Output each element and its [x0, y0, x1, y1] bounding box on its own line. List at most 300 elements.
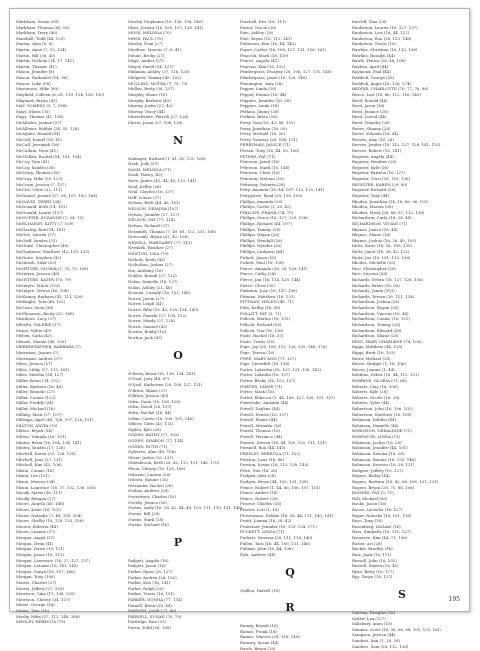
index-entry: Parris, Todd (28, 108) [128, 625, 171, 631]
index-entry: O'Neal, Katherine (28, 108, 127, 131) [128, 381, 203, 387]
index-entry: Pope, Meredith (16, 138) [240, 361, 290, 367]
index-entry: Pettaway, Roberta (28) [240, 181, 286, 187]
index-entry: McGuire, Stephen (42) [16, 254, 62, 260]
index-entry: McIntyre, Mitch (133) [16, 282, 60, 288]
index-entry: Moyer, David (34, 127) [128, 63, 174, 69]
index-entry: MOSS, PAUL (70) [128, 35, 163, 41]
index-entry: Miles, Libby (27, 115, 161) [16, 366, 70, 372]
index-entry: Norris, Leigh (41) [128, 301, 164, 307]
index-entry: Mears, Willie (43) [16, 327, 52, 333]
index-entry: Nelson, Beth (44, 46, 101) [128, 200, 181, 206]
index-entry: Ogletree, Alan (49, 106) [128, 449, 176, 455]
index-entry: Poole, Travis (16) [240, 338, 275, 344]
index-entry: Raymond, Paul (44) [352, 69, 391, 75]
index-entry: Person, Tony (16, 44, 50, 106) [240, 148, 300, 154]
index-entry: Ryz, Tanya (16, 127) [352, 574, 393, 580]
index-entry: MILTON, ANITA (70) [16, 422, 58, 428]
index-entry: Phillips, Amanda (28) [240, 198, 283, 204]
index-entry: Ramey, Brandi (16) [240, 623, 278, 629]
index-entry: Newcomb, Bryan (27, 42, 106) [128, 234, 189, 240]
index-entry: Rosenberg, Michael (16) [352, 523, 401, 529]
index-entry: Miles, Jessica (27) [16, 361, 53, 367]
index-entry: Porter, Rebecca (1, 44, 106, 127, 128, 131, 137) [240, 394, 335, 400]
index-entry: McDonald, Beth (14, 101) [16, 204, 68, 210]
index-entry: Miller, Michael (16) [16, 406, 55, 412]
index-entry: Mitchell, Jane (27, 111) [16, 456, 63, 462]
index-entry: Meadows, Lucy (27) [16, 316, 56, 322]
index-entry: Mixon, Lee (151) [16, 473, 50, 479]
index-entry: Norris, Mindy (27, 128) [128, 318, 175, 324]
index-entry: McGuire, Christopher (48) [16, 243, 69, 249]
index-entry: Robinson, Jennifer (44, 101) [352, 445, 408, 451]
index-entry: Moore, Shelby (16, 129, 133, 156) [16, 518, 84, 524]
index-entry: Roberts, Kyle (28) [352, 389, 388, 395]
section-letter-r: R [285, 601, 295, 615]
index-column-1 [16, 19, 116, 625]
index-entry: Powell, Elaine (44) [240, 417, 278, 423]
index-entry: Phillips, Wynder (28) [240, 243, 282, 249]
index-entry: Richardson, Vincent (16, 44) [352, 310, 409, 316]
index-entry: RICHARDSON, VIVIAN (71) [352, 220, 408, 226]
index-entry: Owens, Andy (16, 28, 42, 44, 49, 103, 111, 119, 131, 148) [128, 505, 243, 511]
index-entry: Moody, Marie (36, 111) [16, 490, 63, 496]
index-entry: Robertson, Matthew (16, 108) [352, 411, 412, 417]
index-entry: Payne, Carlee (16, 108, 127, 131, 156, 161) [240, 47, 326, 53]
index-entry: McDUFFIE, SUZANNE (7, 34, 70) [16, 215, 84, 221]
index-entry: Reeves, Robert (16, 141) [352, 148, 402, 154]
index-entry: Patterson, Kim (16, 44, 142) [240, 41, 296, 47]
index-entry: Pendergrass, Jason (16, 126, 148) [240, 75, 307, 81]
index-entry: Mount, Becky (27) [128, 52, 165, 58]
index-entry: Rivers, Bridget (1, 16, 106) [352, 361, 406, 367]
index-entry: Pastor, Tracie (28) [240, 24, 277, 30]
index-entry: Raulerson, Lauren (16, 127, 137) [352, 24, 418, 30]
index-entry: Morgan, Sonya (16, 157, 168) [16, 568, 76, 574]
index-entry: Peppers, Jennifer (16, 38) [240, 97, 291, 103]
index-entry: Rodgers, Jeffrey (16, 127) [352, 467, 403, 473]
index-entry: Mixon, Connie (16) [16, 467, 54, 473]
index-entry: Sanders, Sam (28, 112, 136) [352, 643, 409, 649]
index-entry: Pearson, Kim (16, 132) [240, 63, 286, 69]
index-entry: Moorer, Roberta (44) [16, 523, 58, 529]
index-entry: Moore, Angela (48, 148) [16, 501, 65, 507]
index-entry: Powers, Steven (16, 44, 100, 102, 111, 131) [240, 439, 327, 445]
index-entry: Pope, Jay (28, 108, 113, 126, 135, 148, 176) [240, 344, 327, 350]
index-entry: Puckett, Vanessa (28, 111, 118, 140) [240, 535, 313, 541]
index-entry: Ratcliff, Tina (28) [352, 19, 387, 24]
index-entry: Nix, Anthony (16) [128, 267, 163, 273]
index-entry: Riggs, Brett (16, 103) [352, 349, 395, 355]
index-entry: Mixon, Marcus (34) [16, 478, 55, 484]
index-entry: Mayfield, Colleen (8, 61, 119, 124, 128, 130) [16, 91, 105, 97]
index-entry: Nelson, Jennifer (27, 127) [128, 211, 180, 217]
index-entry: Richardson, Tommy (28) [352, 321, 401, 327]
index-entry: Markham, Susan (89) [16, 19, 59, 24]
index-entry: Ramos, Marcus (28, 116, 140) [240, 634, 300, 640]
index-entry: Mays, Maria (35) [16, 108, 50, 114]
index-entry: Rhodes, Michelle (28) [352, 260, 396, 266]
index-entry: Poole, Rachel (16, 37) [240, 333, 284, 339]
index-entry: Olson, Christy (16, 128, 168) [128, 466, 186, 472]
index-entry: Mulanax, Ashley (37, 116, 128) [128, 69, 190, 75]
index-entry: Nolan, Ashley (21, 48) [128, 284, 172, 290]
index-entry: OGDEN, KATHY (71, 103) [128, 432, 179, 438]
index-entry: Rivers, Joanne (1, 44) [352, 366, 395, 372]
index-entry: Minter, Sandra (17, 126) [16, 445, 65, 451]
index-entry: Richards, Debra (16, 127, 128, 156) [352, 277, 424, 283]
index-entry: Powell, Daphne (44) [240, 406, 280, 412]
index-entry: McKnight, Tom (48, 102) [16, 299, 66, 305]
index-entry: McCue, Chris (32, 111) [16, 187, 63, 193]
index-entry: MERRIWEATHER, BARBARA (7) [16, 344, 81, 350]
index-entry: Rhoden, Misty (28, 86, 87, 112, 138) [352, 209, 425, 215]
index-entry: Reed, Jason (16) [352, 103, 385, 109]
yearbook-index-page [9, 8, 470, 651]
index-entry: Ruiz, Juan (16, 111) [352, 551, 392, 557]
index-entry: Perkins, Brian (16) [240, 114, 278, 120]
index-entry: Norris, Billy (16, 43, 128, 134, 143) [128, 307, 199, 313]
index-entry: Ricks, Katie (16, 28, 108, 135) [352, 243, 412, 249]
index-entry: Sampson, Jessica (44) [352, 632, 396, 638]
index-entry: Phillips, Curtis (1, 28, 42) [240, 204, 291, 210]
index-entry: Perry, Michael (16, 50) [240, 131, 286, 137]
index-entry: Sadler, Lyn (127) [352, 615, 386, 621]
index-entry: Perry, Jonathan (16, 50) [240, 125, 287, 131]
index-column-2 [128, 19, 243, 631]
index-entry: Morrison, Christy (34, 137) [16, 596, 71, 602]
index-entry: Porter, Mark (16) [240, 389, 275, 395]
index-entry: MULLINS, MOYRA (7, 70, 79) [128, 80, 188, 86]
index-entry: Partridge, Kim (35) [128, 619, 167, 625]
index-entry: Russell, John (16, 101) [352, 557, 397, 563]
index-entry: Roose, Lacrisha (16, 127) [352, 507, 403, 513]
index-entry: Rhoden, Jonathan (14, 16, 86, 96, 101) [352, 198, 429, 204]
index-entry: Raulerson, Lori (16, 44, 127) [352, 30, 410, 36]
index-entry: Mixon, Laurence (16, 37, 132, 136, 168) [16, 484, 96, 490]
index-entry: Pennington, Amy (28) [240, 80, 283, 86]
index-entry: Rose, Tony (16) [352, 518, 383, 524]
index-entry: Martin, Anne (7, 15, 134) [16, 47, 67, 53]
index-entry: Robinson, Danielle (44) [352, 422, 399, 428]
index-entry: Peterson, Melissa (16) [240, 176, 285, 182]
index-entry: McCrary, Thomas (58) [16, 170, 61, 176]
index-entry: Morgan, Latonia (16, 141, 143) [16, 563, 78, 569]
index-entry: Richardson, Shane (28) [352, 333, 399, 339]
index-entry: Prince, Robert (1, 44, 86, 106, 107, 131) [240, 484, 320, 490]
index-entry: McCrum, Jessica (7, 137) [16, 181, 66, 187]
index-entry: NEWTON, LISA (70) [128, 250, 169, 256]
index-entry: ROBBINS, GLORIA (71, 86) [352, 378, 407, 383]
index-entry: Nash, Nancy (42) [128, 172, 163, 178]
index-entry: Sabrina, Douglas (28) [352, 609, 396, 615]
index-column-3 [240, 19, 340, 651]
index-entry: Neal, Kelley (36) [128, 183, 162, 189]
index-entry: Oliver, Jackie (16, 137) [128, 454, 174, 460]
index-entry: Morgan, Lawrence (16, 27, 127, 137) [16, 557, 90, 563]
section-letter-s: S [398, 587, 406, 601]
index-entry: Pendergrass, Dwayne (28, 106, 127, 131, 148) [240, 69, 332, 75]
index-entry: Rogers, Barbara (16, 42, 86, 106, 107, 131) [352, 478, 439, 484]
index-entry: Nash, Jody (37) [128, 161, 159, 167]
page-number: 195 [448, 596, 460, 603]
index-entry: Preston, Lane (16, 86) [240, 456, 285, 462]
index-entry: Ross, Kimberly (16, 111, 127) [352, 529, 411, 535]
index-entry: Pitts, Kelley (16, 98) [240, 305, 281, 311]
section-letter-q: Q [285, 565, 295, 579]
index-entry: Porter, Becky (16, 102, 137) [240, 378, 296, 383]
index-entry: Pittman, Matthew (16, 133) [240, 293, 295, 299]
index-entry: McCray, Mike (39, 123) [16, 176, 63, 182]
index-entry: Prince, Amber (16) [240, 490, 278, 496]
index-entry: PARRISH, JANE (71, 86) [128, 608, 177, 614]
index-entry: Marshall, Todd (44, 129) [16, 35, 65, 41]
index-entry: Mulgrew, Tommy (49, 102) [128, 75, 182, 81]
index-entry: Pierce, Cathy (28) [240, 271, 276, 277]
index-entry: Quillen, Darrell (16) [240, 587, 280, 593]
index-entry: Ricks, Joe (16, 101, 113, 136) [352, 254, 411, 260]
index-entry: MAY COMEDY (5, 7, 108) [16, 103, 67, 109]
index-entry: McGriff, Sandra (31) [16, 237, 57, 243]
index-entry: Phillips, Lashawn (44) [240, 248, 284, 254]
index-entry: Reed, Jeanice (28) [352, 108, 389, 114]
index-entry: McAllister, Joanne (57) [16, 119, 62, 125]
index-entry: Peterson, Mark (16, 148) [240, 164, 290, 170]
index-entry: Register, Toby (44) [352, 192, 390, 198]
index-entry: Miles, Marsha (34, 127) [16, 372, 64, 378]
index-entry: Salisbury, Anita (16) [352, 621, 393, 627]
index-entry: Proctor, Charles (28) [240, 501, 282, 507]
index-entry: PETERS, PAT (71) [240, 153, 276, 159]
index-entry: PITTMAN, HELEN (46, 71) [240, 299, 294, 305]
index-entry: Owens, Michael (16) [128, 522, 169, 528]
index-entry: McIntyre, Teresa (16, 108) [16, 288, 69, 294]
index-entry: Robertson, John (16, 106, 101) [352, 406, 413, 412]
index-entry: Moody, Reagan (27) [16, 495, 56, 501]
index-entry: Nabinger, Richard (1, 41, 81, 131, 168) [128, 155, 206, 161]
index-entry: Nicholson, Joshua (27) [128, 262, 173, 268]
index-entry: Newkirk, Heather (27) [128, 245, 173, 251]
index-entry: Powell, Terrance (44) [240, 434, 283, 440]
index-entry: McAlpine, Ronald (34) [16, 131, 61, 137]
index-entry: Norris, Pamela (27, 108, 152) [128, 312, 187, 318]
index-entry: Richardson, Carla (16, 28, 44) [352, 215, 412, 221]
index-entry: Rawlins, Christina (16, 112, 136) [352, 47, 418, 53]
index-entry: Murphy, Shane (16) [128, 91, 168, 97]
index-entry: Porter, Lakesha (16, 137) [240, 372, 290, 378]
index-entry: Morse, George (56) [16, 602, 55, 608]
index-entry: Nave, James (43, 44, 49, 133, 141) [128, 178, 197, 184]
index-entry: Milling, Misti (27, 107) [16, 411, 62, 417]
index-entry: Peppers, Linda (16) [240, 103, 279, 109]
index-entry: Melvin, Carla (41) [16, 333, 52, 339]
index-entry: Sanders, Ann (1, 28, 38) [352, 637, 401, 643]
index-entry: Richardson, Rogan (28) [352, 305, 399, 311]
index-entry: Mosby, Mike (27, 112, 148, 168) [16, 613, 80, 619]
index-entry: Miller, Brandie (27) [16, 389, 55, 395]
index-entry: O'Berry, Brian (16, 130, 134, 141) [128, 370, 196, 376]
index-entry: Phillips, Tammy (28) [240, 226, 281, 232]
index-entry: Musselwhite, Patrick (27, 126) [128, 114, 189, 120]
index-entry: PRESLEY, REBECCA (71, 122) [240, 450, 301, 456]
index-entry: Rawls, Bryan (28) [240, 645, 276, 651]
index-entry: Phillips, Wendall (28) [240, 237, 283, 243]
index-entry: Raybon, April (44) [352, 63, 389, 69]
index-entry: Robinson, Jaclyn (16, 28) [352, 439, 402, 445]
index-entry: Pettygrove, Brad (28, 108, 109) [240, 192, 303, 198]
index-entry: Nelson, Richard (27) [128, 222, 170, 228]
index-entry: Ricks, Janet (16, 36, 42, 122) [352, 248, 410, 254]
index-entry: Osborne, Lauren (28) [128, 471, 171, 477]
index-entry: MOSLEY, REBECCA (70) [16, 619, 66, 625]
index-entry: McELHANEY, KITTY (7, 109) [16, 220, 74, 226]
index-entry: Oden, Rachel (16, 44) [128, 409, 172, 415]
index-entry: Roberts, Tyler (44) [352, 400, 390, 406]
index-entry: Morgan, Tony (108) [16, 574, 56, 580]
index-entry: Maynard, Bryan (43) [16, 97, 58, 103]
index-entry: Norton, Bobby (16) [128, 329, 167, 335]
index-entry: Richards, Brent (16, 36) [352, 282, 400, 288]
index-entry: OGDEN, SHARON (77, 114) [128, 438, 184, 443]
index-entry: Register, Angela (44) [352, 153, 394, 159]
index-entry: Reed, Loreal (44) [352, 114, 387, 120]
index-entry: REDDIE, CHARLOTTE (70, 77, 78, 86) [352, 86, 429, 92]
index-entry: McGarrity, Ron (14, 161) [16, 226, 66, 232]
index-entry: O'Brien, Jessica (49) [128, 393, 169, 399]
index-entry: NEWELL, MARGARET (77, 113) [128, 239, 192, 245]
index-entry: Register, Traci (28, 116, 136) [352, 176, 410, 182]
index-entry: Owens, Bill (28) [128, 510, 160, 516]
index-entry: Ryan, Betty (16, 177) [352, 568, 394, 574]
index-entry: Overstreet, Charles (16) [128, 494, 177, 500]
index-entry: Robbins, Debra (16, 44, 112, 131) [352, 372, 420, 378]
index-entry: PARNELL, SUSAN (70, 79) [128, 613, 182, 619]
index-entry: Powell, Thomas (16) [240, 428, 281, 434]
index-entry: Menzie, Shante (48, 103) [16, 338, 66, 344]
index-entry: Robinson, Katrina (16, 28) [352, 450, 405, 456]
index-entry: Reese, Yolanda (16, 44) [352, 131, 399, 137]
index-entry: Provenzano, Debbie (16, 28, 44, 111, 140, 141) [240, 512, 334, 518]
index-entry: Minter, Brian (16, 104, 134, 141) [16, 439, 82, 445]
index-entry: ROBINSON, LINDA (71) [352, 434, 401, 440]
index-entry: NELSON, PAT (77, 114) [128, 217, 175, 223]
index-entry: Pridgen, Alex (28) [240, 473, 276, 479]
index-entry: Mason, Nathaniel (14, 96) [16, 75, 68, 81]
index-entry: POPE, MARY ANN (71, 127) [240, 355, 296, 361]
index-entry: Phillips, Richard (44, 107) [240, 220, 292, 226]
index-entry: McCoy, Sandra (36) [16, 164, 56, 170]
index-entry: Reeves, Amy (16, 28) [352, 136, 394, 142]
index-entry: Pickett, Paul (16, 138) [240, 260, 284, 266]
index-entry: Moore, Katie (16, 101) [16, 507, 61, 513]
index-entry: NELSON, DEANNA (107) [128, 206, 179, 212]
index-entry: Oden, Dana (16, 108, 128) [128, 398, 181, 404]
index-entry: McCallum, Nora (41) [16, 148, 58, 154]
index-entry: Proctor, Lori (1, 16) [240, 507, 280, 513]
index-entry: Register, Patricia (16, 127) [352, 170, 406, 176]
index-entry: Preston, Susan (16, 113, 138, 140) [240, 462, 309, 468]
index-entry: McClellan, Rachel (54, 101, 104) [16, 153, 82, 159]
index-entry: Rice, Christopher (28) [352, 265, 396, 271]
index-entry: MEARS, VALERIE (17) [16, 321, 61, 327]
index-entry: Register, Richard (28) [352, 187, 396, 193]
index-entry: Pate, Bryan (16, 112, 141) [240, 35, 292, 41]
index-entry: Rawlins, Rosalyn (44) [352, 52, 395, 58]
index-entry: Markham, Thomas (43, 89) [16, 24, 70, 30]
index-entry: Reece, Lori (16, 86, 112, 116, 140) [352, 91, 421, 97]
index-entry: O'Neal, Joey (44, 67) [128, 376, 170, 382]
index-entry: Parnell, Brian (28, 44) [128, 602, 172, 608]
index-entry: Pullen, Tara (16, 44, 106, 131, 146) [240, 540, 311, 546]
index-entry: Padgett, Jason (16) [128, 563, 166, 569]
index-entry: Pickett, Jason (28) [240, 254, 277, 260]
index-entry: McIntosh, Mike (53) [16, 260, 57, 266]
section-letter-n: N [172, 133, 184, 147]
index-entry: POLLITT, PAT (3, 71) [240, 310, 282, 316]
index-entry: Morgan, Dena (41) [16, 540, 54, 546]
index-entry: Norton, Jack (43) [128, 335, 163, 341]
index-entry: Ostrander, Rachel (28) [128, 482, 173, 488]
index-entry: Robinson, Rosetta (16, 28, 111) [352, 462, 415, 468]
index-entry: McLean, Sean (36) [16, 305, 54, 311]
index-entry: RING, MARY CHARLENE (74, 106) [352, 338, 422, 344]
index-entry: Powell, Denise (16, 137) [240, 411, 288, 417]
index-entry: Moss, Jessica (16, 108, 127, 128, 141) [128, 24, 204, 30]
index-entry: Sammis, Scott (16, 36, 66, 88, 101, 131, 161) [352, 626, 442, 632]
index-entry: Rhoden, Marion (28) [352, 204, 394, 210]
index-entry: Richardson, Edward (28) [352, 327, 402, 333]
index-entry: Miller, Brian (34, 132) [16, 378, 60, 383]
index-entry: Richardson, Connie (16, 101) [352, 316, 410, 322]
index-entry: Miller, Barbara (16, 48) [16, 383, 63, 389]
index-entry: ROBINSON, GERALDINE (71) [352, 428, 412, 434]
index-entry: Perry, Tom (16, 42, 86, 101) [240, 119, 295, 125]
index-entry: Oden, David (28, 137) [128, 404, 172, 410]
index-entry: Masterson, Mike (89) [16, 86, 59, 92]
index-entry: McDAVID, TERRY (94) [16, 198, 61, 204]
index-entry: McGee, Lauren (27) [16, 232, 56, 238]
section-letter-p: P [173, 535, 183, 549]
index-entry: Moore, Natasha (7, 48, 100, 164) [16, 512, 82, 518]
index-entry: Morgan, Jason (16, 111) [16, 551, 64, 557]
index-entry: Robinson, Debbie (44) [352, 417, 397, 423]
index-entry: McAllister, Robbie (34, 55, 128) [16, 125, 79, 131]
index-entry: Padgett, Angela (16) [128, 557, 169, 563]
index-entry: Riggs, Matthew (44, 128) [352, 344, 403, 350]
index-entry: Morris, Charles (27) [16, 579, 57, 585]
index-entry: Markham, Terry (86) [16, 30, 58, 36]
index-entry: Morse, Tina (16) [16, 607, 49, 613]
index-entry: Myers, Jason (27, 106, 138) [128, 119, 183, 125]
index-entry: OGDEN, RUTH (71) [128, 443, 168, 449]
index-entry: McCall, Daniel (38, 41) [16, 136, 62, 142]
index-entry: Richards, Jamie (101) [352, 288, 395, 294]
index-entry: Prince, Robert (28) [240, 495, 278, 501]
index-entry: McCall, Jeremiah (36) [16, 142, 60, 148]
index-entry: Owens, Mark (28) [128, 516, 164, 522]
index-entry: Presnell, Ron (44, 145) [240, 445, 286, 451]
index-entry: Osborn, Ronnie (35) [128, 477, 168, 483]
index-entry: Norris, Samuel (43) [128, 323, 168, 329]
index-entry: McIntyre, Jessica (48) [16, 271, 60, 277]
index-entry: PARKER, DONNA (77, 114) [128, 597, 183, 603]
index-entry: Perry, Vanessa (28, 106, 131) [240, 136, 298, 142]
index-entry: Nolan, Danielle (16, 137) [128, 278, 178, 284]
index-entry: Rhynes, Joshua (16, 28, 40, 103) [352, 237, 417, 243]
index-entry: Norris, Justin (27) [128, 295, 164, 301]
index-entry: Martin, Bill (38, 45) [16, 52, 56, 58]
index-entry: Roberts, Nicole (16, 28) [352, 394, 400, 400]
index-entry: Rountree, Kim (44, 71, 106) [352, 535, 408, 541]
